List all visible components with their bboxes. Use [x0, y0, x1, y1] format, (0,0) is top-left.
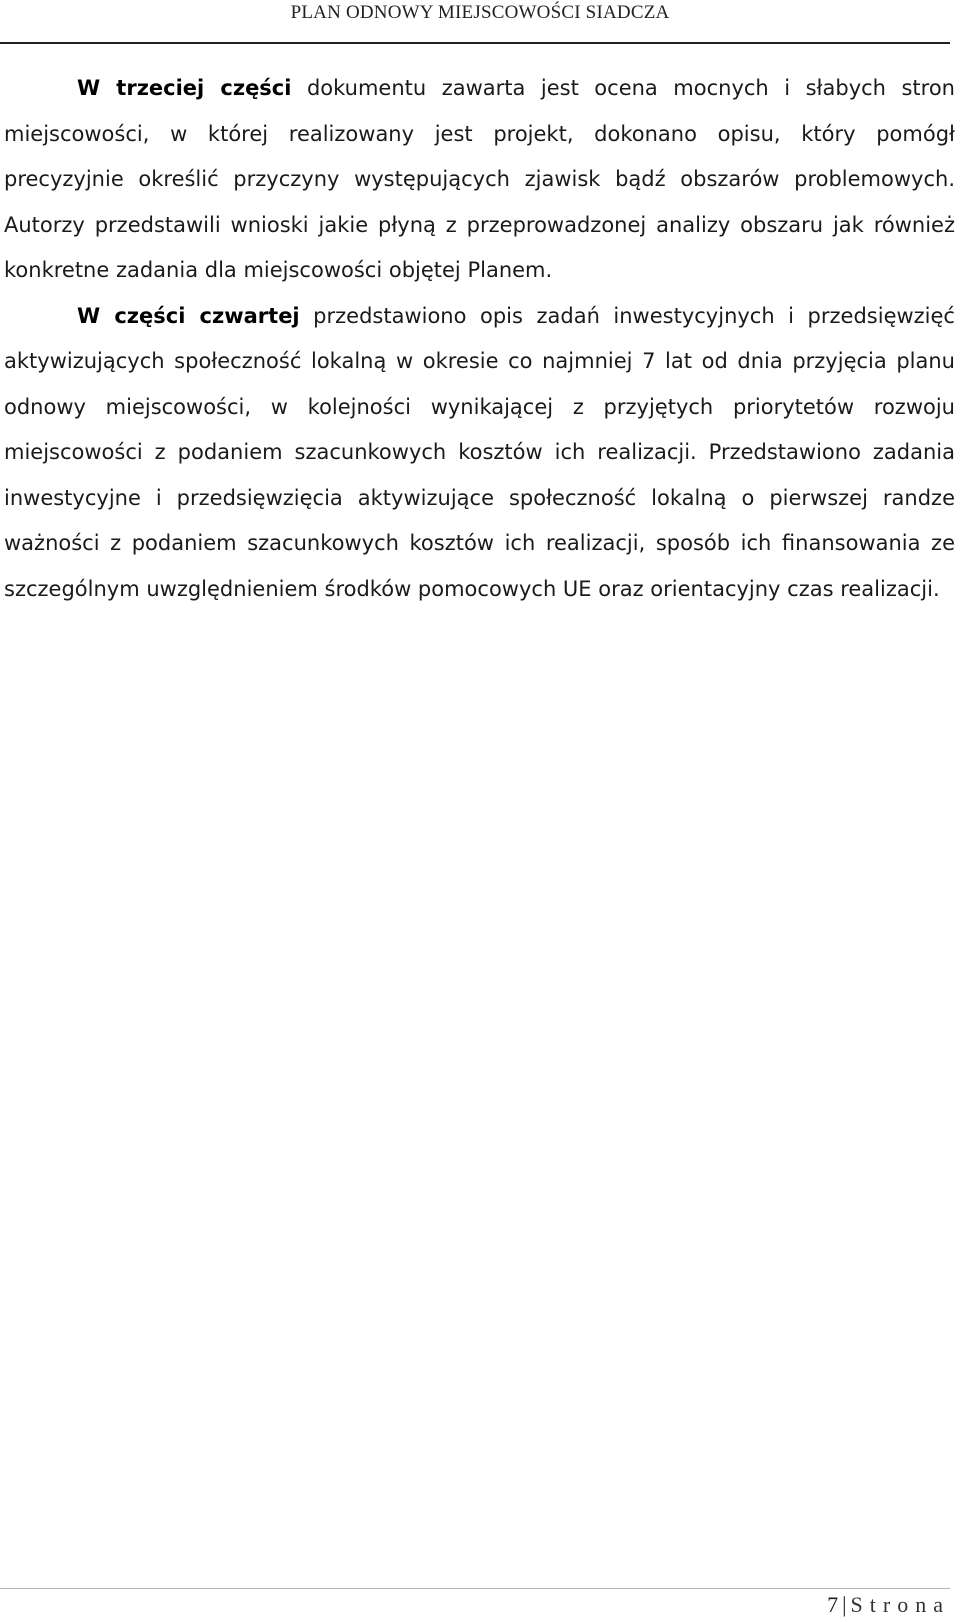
footer-divider: [0, 1588, 950, 1589]
paragraph-part-three: [4, 66, 955, 294]
document-body: [4, 66, 955, 612]
paragraph-lead-bold: W trzeciej części: [77, 76, 292, 100]
header-divider: [0, 42, 950, 44]
page-footer: [827, 1592, 950, 1618]
paragraph-part-four: [4, 294, 955, 613]
footer-separator: |: [842, 1592, 847, 1617]
paragraph-text: dokumentu zawarta jest ocena mocnych i słabych stron miejscowości, w której realizowany jest projekt, dokonano opisu, który pomógł precyzyjnie określić przyczyny występujących zjawisk bądź obszarów problemowych. Autorzy przedstawili wnioski jakie płyną z przeprowadzonej analizy obszaru jak również konkretne zadania dla miejscowości objętej Planem.: [4, 76, 955, 282]
paragraph-text: przedstawiono opis zadań inwestycyjnych i przedsięwzięć aktywizujących społeczność lokalną w okresie co najmniej 7 lat od dnia przyjęcia planu odnowy miejscowości, w kolejności wynikającej z przyjętych priorytetów rozwoju miejscowości z podaniem szacunkowych kosztów ich realizacji. Przedstawiono zadania inwestycyjne i przedsięwzięcia aktywizujące społeczność lokalną o pierwszej randze ważności z podaniem szacunkowych kosztów ich realizacji, sposób ich finansowania ze szczególnym uwzględnieniem środków pomocowych UE oraz orientacyjny czas realizacji.: [4, 303, 955, 601]
page-number: 7: [827, 1592, 839, 1617]
document-header-title: PLAN ODNOWY MIEJSCOWOŚCI SIADCZA: [290, 2, 670, 23]
page-label: Strona: [850, 1592, 950, 1617]
paragraph-lead-bold: W części czwartej: [77, 303, 300, 328]
